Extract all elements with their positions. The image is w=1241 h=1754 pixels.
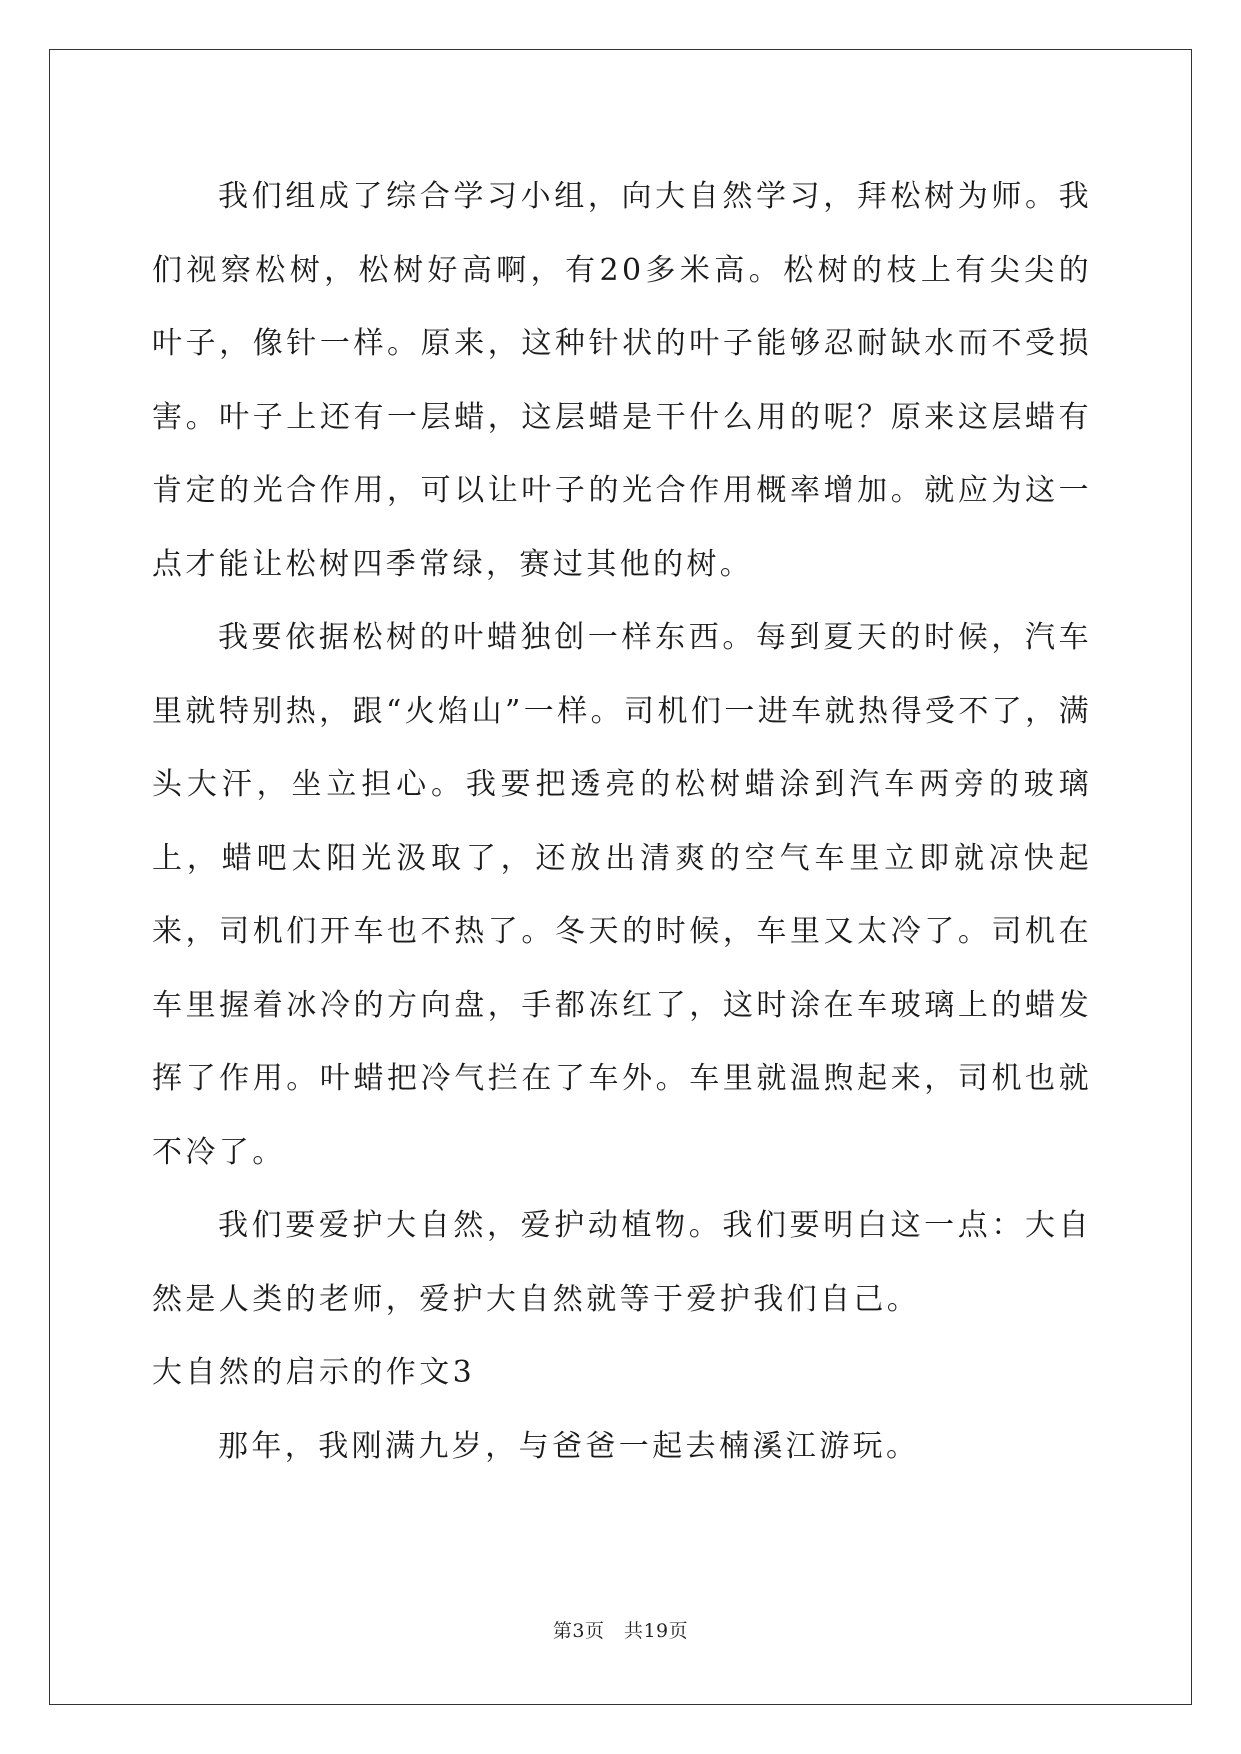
paragraph-2: 我要依据松树的叶蜡独创一样东西。每到夏天的时候，汽车里就特别热，跟“火焰山”一样。司机们一进车就热得受不了，满头大汗，坐立担心。我要把透亮的松树蜡涂到汽车两旁的玻璃上，蜡吧太阳光汲取了，还放出清爽的空气车里立即就凉快起来，司机们开车也不热了。冬天的时候，车里又太冷了。司机在车里握着冰冷的方向盘，手都冻红了，这时涂在车玻璃上的蜡发挥了作用。叶蜡把冷气拦在了车外。车里就温煦起来，司机也就不冷了。: [152, 620, 1092, 1170]
document-body: [152, 160, 1092, 1483]
page-number-footer: 第3页 共19页: [552, 1620, 689, 1642]
paragraph-1: 我们组成了综合学习小组，向大自然学习，拜松树为师。我们视察松树，松树好高啊，有20多米高。松树的枝上有尖尖的叶子，像针一样。原来，这种针状的叶子能够忍耐缺水而不受损害。叶子上还有一层蜡，这层蜡是干什么用的呢？原来这层蜡有肯定的光合作用，可以让叶子的光合作用概率增加。就应为这一点才能让松树四季常绿，赛过其他的树。: [152, 179, 1092, 582]
paragraph-3: 我们要爱护大自然，爱护动植物。我们要明白这一点：大自然是人类的老师，爱护大自然就等于爱护我们自己。: [152, 1208, 1092, 1317]
section-heading: 大自然的启示的作文3: [152, 1355, 476, 1390]
paragraph-4: 那年，我刚满九岁，与爸爸一起去楠溪江游玩。: [218, 1428, 920, 1464]
